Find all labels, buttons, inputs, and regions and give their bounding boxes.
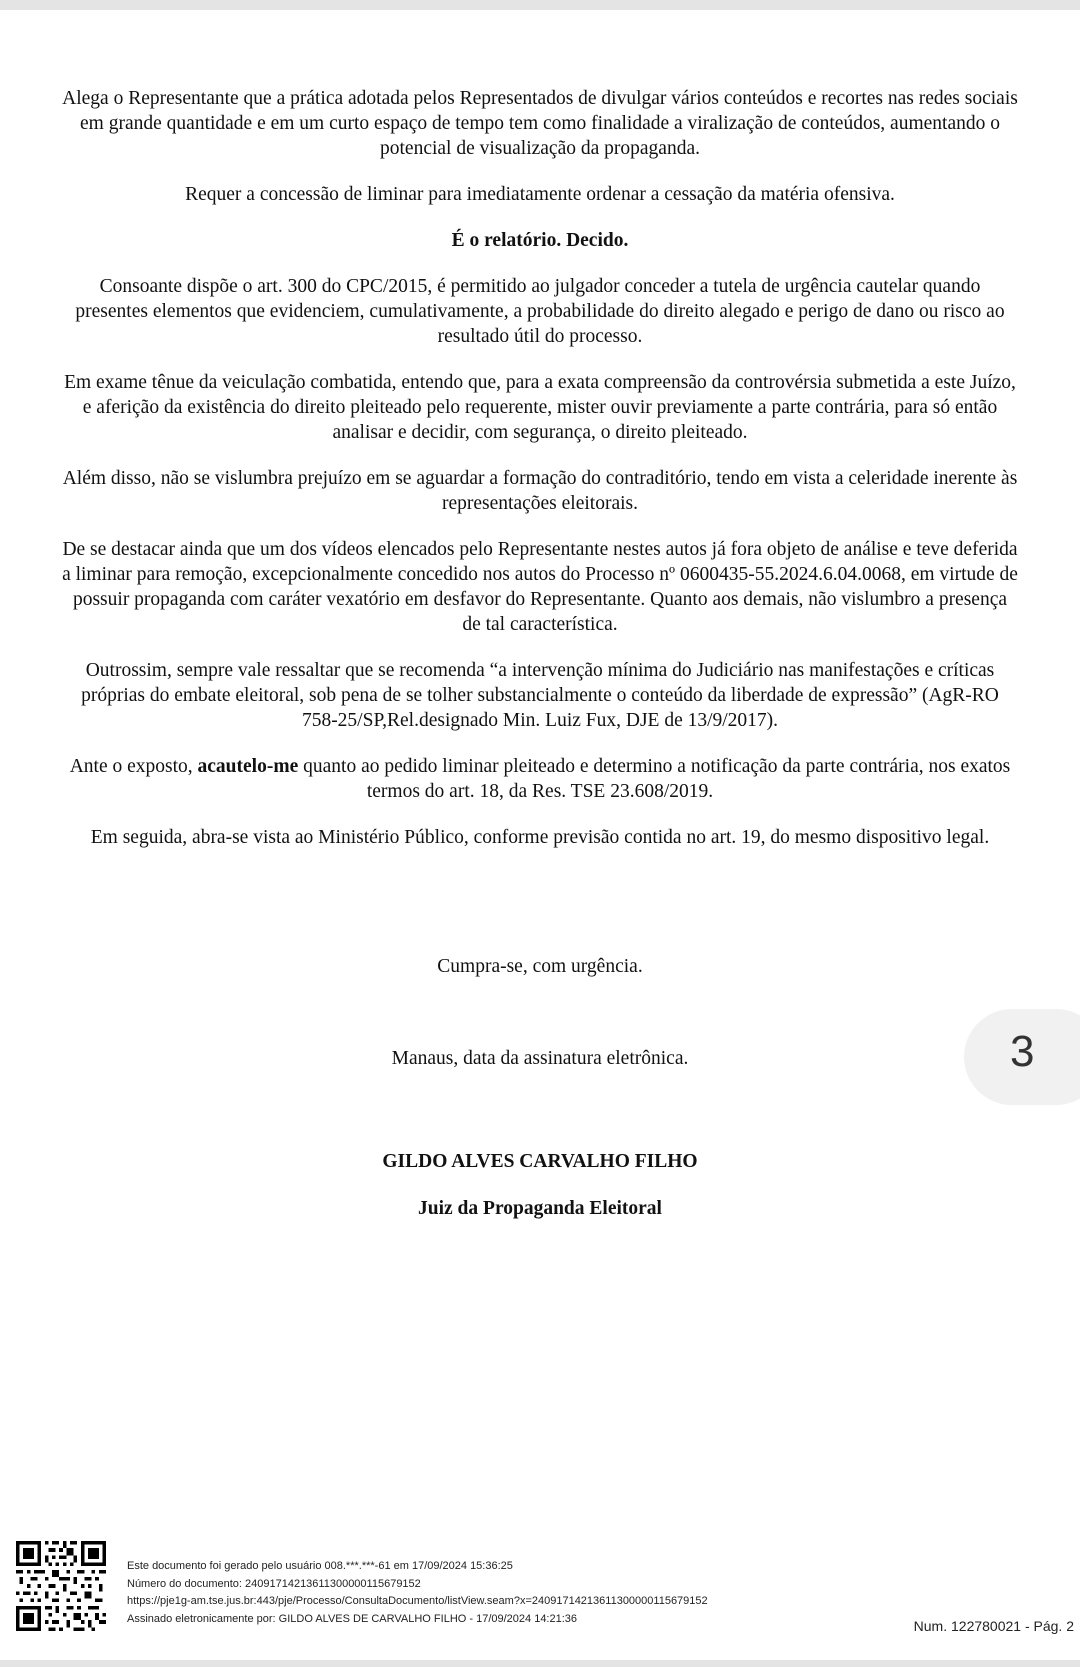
footer-generated-by: Este documento foi gerado pelo usuário 008.***.***-61 em 17/09/2024 15:36:25	[127, 1560, 513, 1572]
decision-text-after: quanto ao pedido liminar pleiteado e determino a notificação da parte contrária, nos exatos termos do art. 18, da Res. TSE 23.608/2019.	[298, 756, 1011, 802]
qr-code-icon	[16, 1541, 106, 1631]
closing-place-date: Manaus, data da assinatura eletrônica.	[391, 1048, 689, 1069]
document-body	[62, 86, 1018, 871]
footer-signed-by: Assinado eletronicamente por: GILDO ALVES DE CARVALHO FILHO - 17/09/2024 14:21:36	[127, 1612, 578, 1625]
decision-bold-term: acautelo-me	[197, 756, 299, 777]
report-heading: É o relatório. Decido.	[451, 230, 629, 251]
paragraph-examination: Em exame tênue da veiculação combatida, entendo que, para a exata compreensão da controvérsia submetida a este Juízo, e aferição da existência do direito pleiteado pelo requerente, mister ouvir previamente a parte contrária, para só então analisar e decidir, com segurança, o direito pleiteado.	[64, 372, 1016, 443]
signer-role: Juiz da Propaganda Eleitoral	[418, 1198, 662, 1219]
paragraph-prior-decision: De se destacar ainda que um dos vídeos elencados pelo Representante nestes autos já fora objeto de análise e teve deferida a liminar para remoção, excepcionalmente concedido nos autos do Processo nº 0600435-55.2024.6.04.0068, em virtude de possuir propaganda com caráter vexatório em desfavor do Representante. Quanto aos demais, não vislumbro a presença de tal característica.	[62, 539, 1018, 635]
paragraph-ministerio-publico: Em seguida, abra-se vista ao Ministério Público, conforme previsão contida no art. 19, do mesmo dispositivo legal.	[90, 827, 990, 848]
footer-page-number: Num. 122780021 - Pág. 2	[913, 1618, 1074, 1634]
paragraph-no-prejudice: Além disso, não se vislumbra prejuízo em se aguardar a formação do contraditório, tendo em vista a celeridade inerente às representações eleitorais.	[62, 468, 1018, 514]
viewer-bottom-bar	[0, 1660, 1080, 1667]
page-indicator-number: 3	[1010, 1027, 1035, 1076]
document-footer-info	[127, 1558, 708, 1628]
paragraph-legal-basis: Consoante dispõe o art. 300 do CPC/2015, é permitido ao julgador conceder a tutela de urgência cautelar quando presentes elementos que evidenciem, cumulativamente, a probabilidade do direito alegado e perigo de dano ou risco ao resultado útil do processo.	[75, 276, 1005, 347]
decision-text-before: Ante o exposto,	[69, 756, 198, 777]
footer-consult-url: https://pje1g-am.tse.jus.br:443/pje/Processo/ConsultaDocumento/listView.seam?x=24091714213611300000115679152	[127, 1595, 708, 1607]
closing-urgency: Cumpra-se, com urgência.	[437, 956, 643, 977]
page-indicator-badge	[964, 1009, 1080, 1105]
signer-name: GILDO ALVES CARVALHO FILHO	[382, 1151, 698, 1172]
paragraph-decision	[62, 754, 1018, 804]
viewer-top-bar	[0, 0, 1080, 10]
footer-document-number: Número do documento: 24091714213611300000115679152	[127, 1577, 421, 1590]
paragraph-minimal-intervention: Outrossim, sempre vale ressaltar que se recomenda “a intervenção mínima do Judiciário nas manifestações e críticas próprias do embate eleitoral, sob pena de se tolher substancialmente o conteúdo da liberdade de expressão” (AgR-RO 758-25/SP,Rel.designado Min. Luiz Fux, DJE de 13/9/2017).	[81, 660, 999, 731]
paragraph-allegation: Alega o Representante que a prática adotada pelos Representados de divulgar vários conteúdos e recortes nas redes sociais em grande quantidade e em um curto espaço de tempo tem como finalidade a viralização de conteúdos, aumentando o potencial de visualização da propaganda.	[62, 88, 1018, 159]
paragraph-request: Requer a concessão de liminar para imediatamente ordenar a cessação da matéria ofensiva.	[185, 184, 895, 205]
